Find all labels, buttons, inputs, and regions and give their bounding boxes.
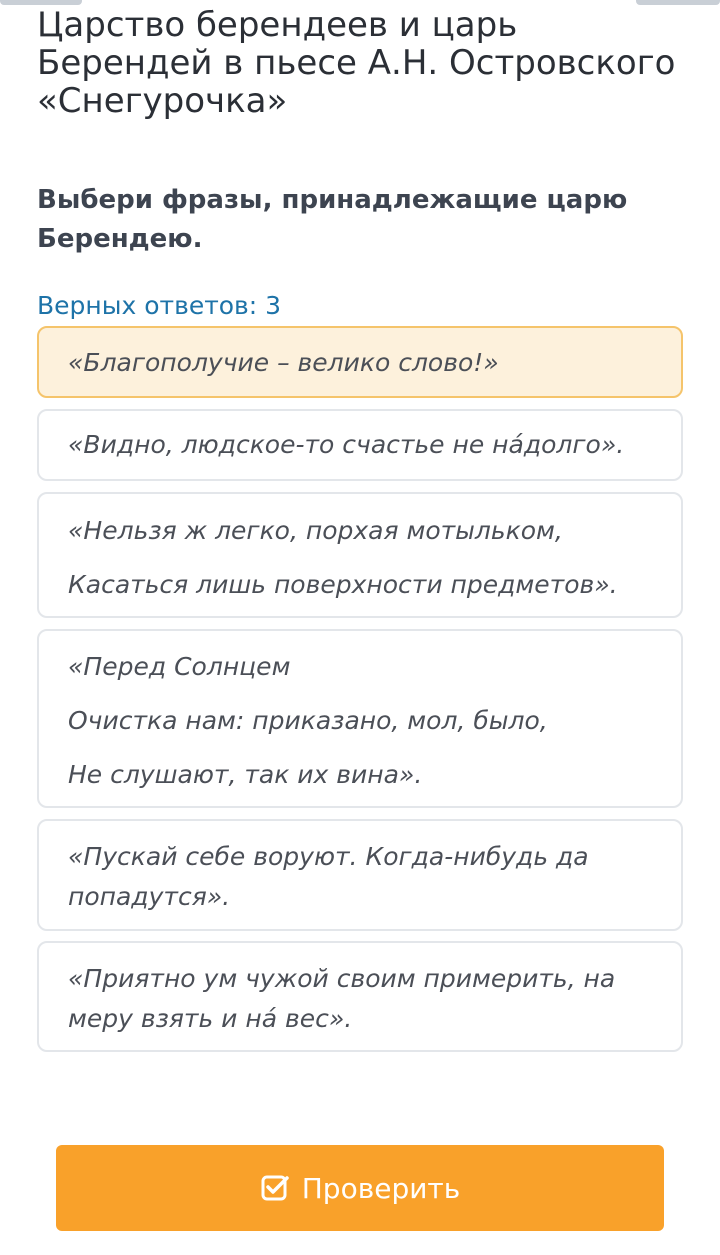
- answer-option-text: меру взять и нá вес».: [68, 1004, 353, 1033]
- answer-option-text: «Приятно ум чужой своим примерить, на: [68, 964, 616, 993]
- answer-option-text: Касаться лишь поверхности предметов».: [68, 570, 618, 599]
- question-prompt: Выбери фразы, принадлежащие царю Берендею.: [37, 185, 628, 254]
- answer-option-1[interactable]: [37, 326, 683, 398]
- answer-option-3[interactable]: [37, 492, 683, 618]
- top-decoration-right: [636, 0, 720, 5]
- page-title: Царство берендеев и царь Берендей в пьесе А.Н. Островского «Снегурочка»: [37, 5, 676, 121]
- answer-option-text: «Благополучие – велико слово!»: [68, 348, 499, 377]
- answer-option-text: «Перед Солнцем: [68, 652, 291, 681]
- answer-option-text: «Видно, людское-то счастье не нáдолго».: [68, 430, 625, 459]
- answer-option-text: Не слушают, так их вина».: [68, 760, 423, 789]
- correct-answers-count: Верных ответов: 3: [37, 291, 282, 320]
- check-button-label: Проверить: [301, 1171, 461, 1205]
- answer-option-4[interactable]: [37, 629, 683, 808]
- answer-option-text: «Пускай себе воруют. Когда-нибудь да: [68, 842, 589, 871]
- answer-option-text: попадутся».: [68, 882, 231, 911]
- answer-option-2[interactable]: [37, 409, 683, 481]
- check-button[interactable]: [56, 1145, 664, 1231]
- answer-option-text: Очистка нам: приказано, мол, было,: [68, 706, 548, 735]
- answer-option-6[interactable]: [37, 941, 683, 1052]
- answer-option-text: «Нельзя ж легко, порхая мотыльком,: [68, 516, 563, 545]
- checkbox-checked-icon: [260, 1173, 290, 1203]
- answer-option-5[interactable]: [37, 819, 683, 931]
